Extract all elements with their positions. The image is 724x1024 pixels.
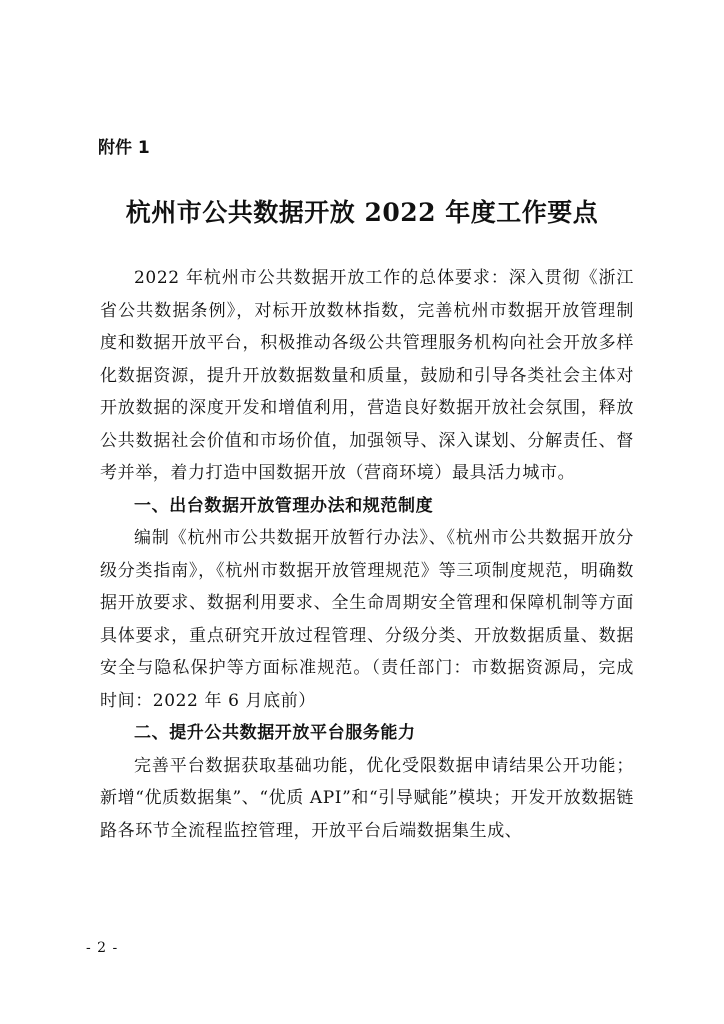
section-paragraph: 完善平台数据获取基础功能，优化受限数据申请结果公开功能；新增“优质数据集”、“优质 API”和“引导赋能”模块；开发开放数据链路各环节全流程监控管理，开放平台后端数据集生成、 bbox=[100, 755, 634, 841]
document-title: 杭州市公共数据开放 2022 年度工作要点 bbox=[125, 198, 599, 227]
section-heading: 一、出台数据开放管理办法和规范制度 bbox=[134, 495, 434, 516]
section-paragraph: 编制《杭州市公共数据开放暂行办法》、《杭州市公共数据开放分级分类指南》，《杭州市数据开放管理规范》等三项制度规范，明确数据开放要求、数据利用要求、全生命周期安全管理和保障机制等方面具体要求，重点研究开放过程管理、分级分类、开放数据质量、数据安全与隐私保护等方面标准规范。（责任部门：市数据资源局，完成时间：2022 年 6 月底前） bbox=[100, 528, 634, 711]
document-body bbox=[100, 262, 634, 847]
attachment-label: 附件 1 bbox=[98, 138, 150, 158]
page-number: - 2 - bbox=[86, 940, 119, 956]
intro-paragraph: 2022 年杭州市公共数据开放工作的总体要求：深入贯彻《浙江省公共数据条例》，对标开放数林指数，完善杭州市数据开放管理制度和数据开放平台，积极推动各级公共管理服务机构向社会开放多样化数据资源，提升开放数据数量和质量，鼓励和引导各类社会主体对开放数据的深度开发和增值利用，营造良好数据开放社会氛围，释放公共数据社会价值和市场价值，加强领导、深入谋划、分解责任、督考并举，着力打造中国数据开放（营商环境）最具活力城市。 bbox=[100, 268, 634, 483]
section-heading: 二、提升公共数据开放平台服务能力 bbox=[134, 723, 416, 743]
